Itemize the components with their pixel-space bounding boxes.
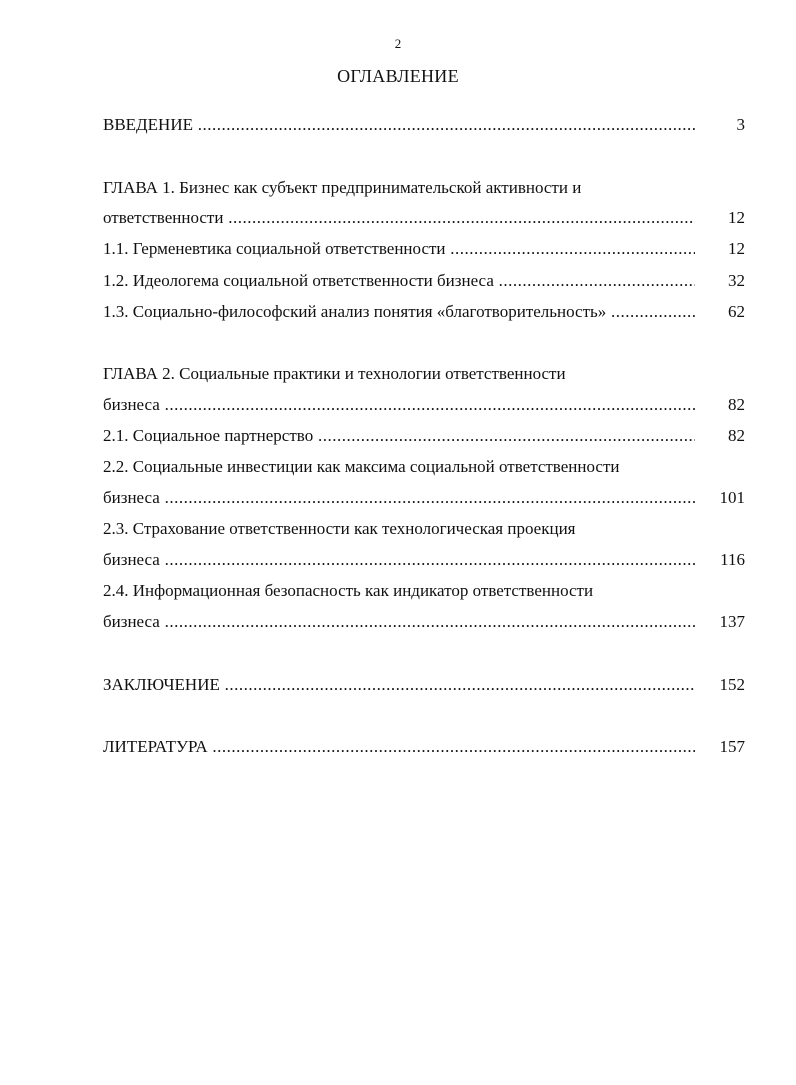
toc-entry-section-2-3-heading[interactable]: [103, 517, 745, 541]
toc-entry-text: 1.1. Герменевтика социальной ответственности .....: [103, 237, 695, 261]
toc-entry-section-1-3[interactable]: [103, 300, 745, 324]
toc-entry-page: 82: [728, 395, 745, 414]
toc-entry-text: 2.3. Страхование ответственности как технологическая проекция: [103, 519, 576, 538]
toc-entry-page: 82: [728, 426, 745, 445]
toc-entry-text: 1.2. Идеологема социальной ответственности бизнеса .....: [103, 269, 695, 293]
toc-entry-section-2-1[interactable]: [103, 424, 745, 448]
toc-entry-section-1-2[interactable]: [103, 269, 745, 293]
toc-entry-text: бизнеса .....: [103, 610, 695, 634]
toc-entry-intro[interactable]: [103, 113, 745, 137]
toc-entry-text: ЛИТЕРАТУРА .....: [103, 735, 695, 759]
page-number: 2: [394, 36, 402, 51]
toc-entry-text: бизнеса .....: [103, 548, 695, 572]
toc-entry-page: 62: [728, 302, 745, 321]
toc-entry-text: бизнеса .....: [103, 486, 695, 510]
toc-entry-page: 12: [728, 239, 745, 258]
toc-entry-section-2-4-heading[interactable]: [103, 579, 745, 603]
toc-entry-text: бизнеса .....: [103, 393, 695, 417]
toc-entry-chapter-1[interactable]: [103, 206, 745, 230]
toc-entry-page: 101: [719, 488, 745, 507]
toc-entry-chapter-2[interactable]: [103, 393, 745, 417]
toc-entry-page: 152: [719, 675, 745, 694]
toc-entry-text: 2.4. Информационная безопасность как индикатор ответственности: [103, 581, 594, 600]
toc-entry-chapter-1-heading[interactable]: [103, 176, 745, 200]
toc-entry-section-2-4[interactable]: [103, 610, 745, 634]
toc-entry-text: 1.3. Социально-философский анализ понятия «благотворительность» .....: [103, 300, 695, 324]
toc-entry-section-2-3[interactable]: [103, 548, 745, 572]
toc-entry-section-1-1[interactable]: [103, 237, 745, 261]
toc-entry-page: 137: [719, 612, 745, 631]
toc-entry-text: ответственности .....: [103, 206, 695, 230]
toc-entry-section-2-2[interactable]: [103, 486, 745, 510]
toc-entry-section-2-2-heading[interactable]: [103, 455, 745, 479]
toc-entry-text: ГЛАВА 2. Социальные практики и технологии ответственности: [103, 364, 566, 383]
toc-entry-text: ЗАКЛЮЧЕНИЕ .....: [103, 673, 695, 697]
toc-entry-literature[interactable]: [103, 735, 745, 759]
toc-entry-page: 3: [736, 115, 745, 134]
toc-entry-text: 2.1. Социальное партнерство .....: [103, 424, 695, 448]
toc-entry-text: ВВЕДЕНИЕ .....: [103, 113, 695, 137]
toc-entry-conclusion[interactable]: [103, 673, 745, 697]
toc-entry-page: 157: [719, 737, 745, 756]
toc-entry-text: ГЛАВА 1. Бизнес как субъект предпринимательской активности и: [103, 178, 582, 197]
toc-entry-chapter-2-heading[interactable]: [103, 362, 745, 386]
toc-entry-page: 116: [720, 550, 745, 569]
toc-entry-text: 2.2. Социальные инвестиции как максима социальной ответственности: [103, 457, 620, 476]
toc-entry-page: 12: [728, 208, 745, 227]
toc-title: ОГЛАВЛЕНИЕ: [337, 66, 459, 86]
toc-entry-page: 32: [728, 271, 745, 290]
